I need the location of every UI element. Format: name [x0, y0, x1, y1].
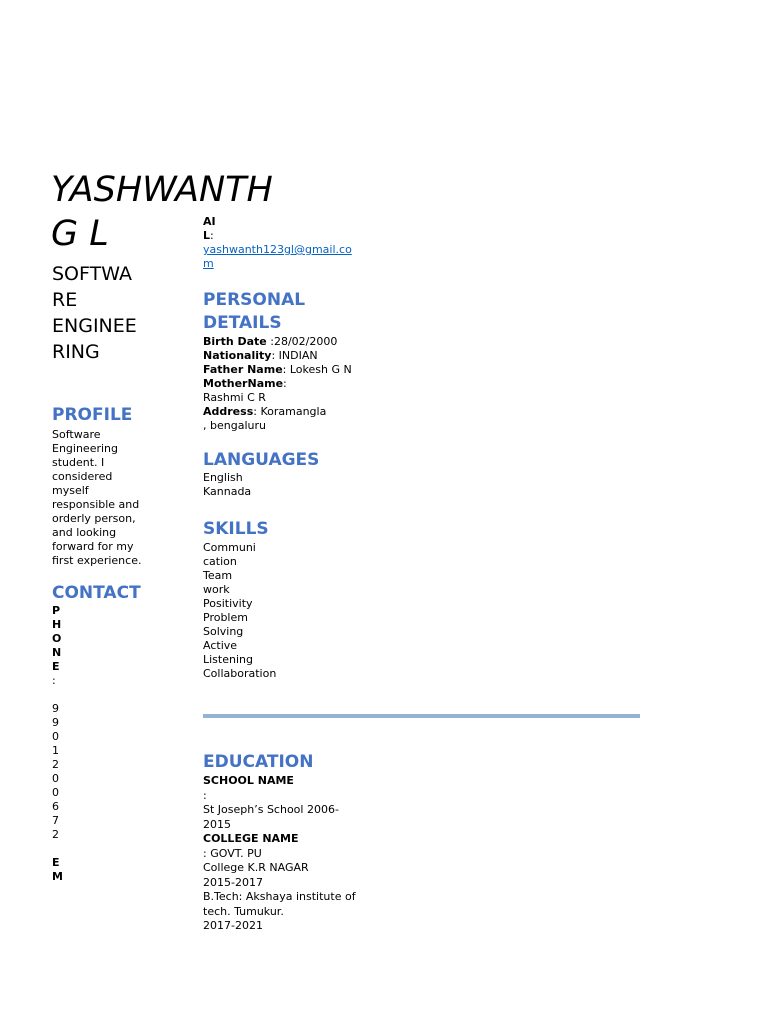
profile-line: responsible and — [52, 498, 140, 511]
school-colon: : — [203, 788, 207, 802]
language-item: English — [203, 471, 243, 484]
personal-details — [203, 335, 363, 433]
skills-list — [203, 541, 283, 681]
skill-line: Active — [203, 639, 238, 652]
address-label: Address — [203, 405, 254, 418]
phone-label-char: P — [52, 604, 61, 617]
phone-digit: 1 — [52, 744, 59, 757]
phone-digit: 0 — [52, 730, 59, 743]
mother-colon: : — [283, 377, 287, 390]
languages-heading: LANGUAGES — [203, 450, 320, 470]
school-label: SCHOOL NAME — [203, 774, 294, 787]
phone-digit: 9 — [52, 702, 59, 715]
profile-line: orderly person, — [52, 512, 136, 525]
mother-label-part: Mother — [203, 377, 248, 390]
phone-digit: 0 — [52, 772, 59, 785]
college-row — [203, 832, 368, 861]
nationality-value: : INDIAN — [271, 349, 318, 362]
skill-line: Team — [203, 569, 233, 582]
address-row — [203, 405, 363, 419]
name-line-2: G L — [51, 214, 109, 254]
skill-line: Communi — [203, 541, 256, 554]
job-title-line: SOFTWA — [52, 263, 132, 285]
skill-line: cation — [203, 555, 237, 568]
section-divider — [203, 714, 640, 718]
profile-line: considered — [52, 470, 113, 483]
personal-details-heading — [203, 289, 343, 335]
phone-colon: : — [52, 674, 56, 687]
mother-name-value: Rashmi C R — [203, 391, 266, 404]
languages-list — [203, 471, 251, 499]
skills-heading: SKILLS — [203, 519, 269, 539]
email-colon: : — [210, 229, 214, 242]
phone-digit: 7 — [52, 814, 59, 827]
btech-line: tech. Tumukur. — [203, 904, 284, 918]
mother-name-row — [203, 377, 333, 391]
btech-line: 2017-2021 — [203, 919, 263, 932]
address-value: : Koramangla — [253, 405, 327, 418]
contact-vertical-text — [52, 604, 66, 884]
college-label: COLLEGE NAME — [203, 832, 299, 845]
phone-label-char: H — [52, 618, 62, 631]
email-link[interactable]: yashwanth123gl@gmail.com — [203, 243, 352, 270]
birth-date-value: :28/02/2000 — [266, 335, 338, 348]
birth-date-label: Birth Date — [203, 335, 267, 348]
btech-line: B.Tech: Akshaya institute of — [203, 890, 356, 903]
name-line-1: YASHWANTH — [51, 170, 273, 210]
father-name-row — [203, 363, 363, 377]
education-details — [203, 774, 368, 934]
email-label-char: E — [52, 856, 60, 869]
phone-digit: 6 — [52, 800, 59, 813]
phone-digit: 2 — [52, 758, 59, 771]
father-name-label: Father Name — [203, 363, 283, 376]
father-name-value: : Lokesh G N — [282, 363, 352, 376]
mother-label-part: Name — [247, 377, 284, 390]
email-block — [203, 215, 363, 271]
phone-label-char: E — [52, 660, 60, 673]
birth-date-row — [203, 335, 363, 349]
phone-digit: 0 — [52, 786, 59, 799]
school-line: St Joseph’s School 2006- — [203, 803, 339, 816]
phone-label-char: O — [52, 632, 62, 645]
skill-line: Positivity — [203, 597, 253, 610]
phone-digit: 9 — [52, 716, 59, 729]
heading-line: PERSONAL — [203, 290, 306, 310]
education-heading: EDUCATION — [203, 752, 314, 772]
address-value-2: , bengaluru — [203, 419, 266, 432]
contact-heading: CONTACT — [52, 583, 141, 603]
profile-line: student. I — [52, 456, 105, 469]
nationality-row — [203, 349, 363, 363]
profile-line: forward for my — [52, 540, 134, 553]
profile-line: Software — [52, 428, 101, 441]
skill-line: Problem — [203, 611, 248, 624]
school-row — [203, 774, 368, 803]
school-line: 2015 — [203, 817, 231, 831]
language-item: Kannada — [203, 485, 252, 498]
email-label-char: M — [52, 870, 63, 883]
skill-line: Listening — [203, 653, 253, 666]
job-title-line: ENGINEE — [52, 315, 137, 337]
job-title-line: RE — [52, 289, 78, 311]
profile-line: first experience. — [52, 554, 142, 567]
college-line: College K.R NAGAR — [203, 861, 309, 874]
spacer — [52, 842, 66, 856]
job-title — [52, 261, 152, 365]
heading-line: DETAILS — [203, 313, 282, 333]
profile-line: Engineering — [52, 442, 118, 455]
college-line: 2015-2017 — [203, 875, 263, 889]
nationality-label: Nationality — [203, 349, 272, 362]
skill-line: Solving — [203, 625, 244, 638]
job-title-line: RING — [52, 341, 100, 363]
spacer — [52, 688, 66, 702]
email-label-line — [203, 229, 363, 243]
email-label-part: AI — [203, 215, 216, 228]
college-value: : GOVT. PU — [203, 846, 262, 860]
profile-heading: PROFILE — [52, 405, 133, 425]
profile-text — [52, 428, 152, 568]
skill-line: Collaboration — [203, 667, 277, 680]
profile-line: and looking — [52, 526, 117, 539]
profile-line: myself — [52, 484, 89, 497]
skill-line: work — [203, 583, 230, 596]
email-label-part: L — [203, 229, 211, 242]
phone-label-char: N — [52, 646, 62, 659]
phone-digit: 2 — [52, 828, 59, 841]
